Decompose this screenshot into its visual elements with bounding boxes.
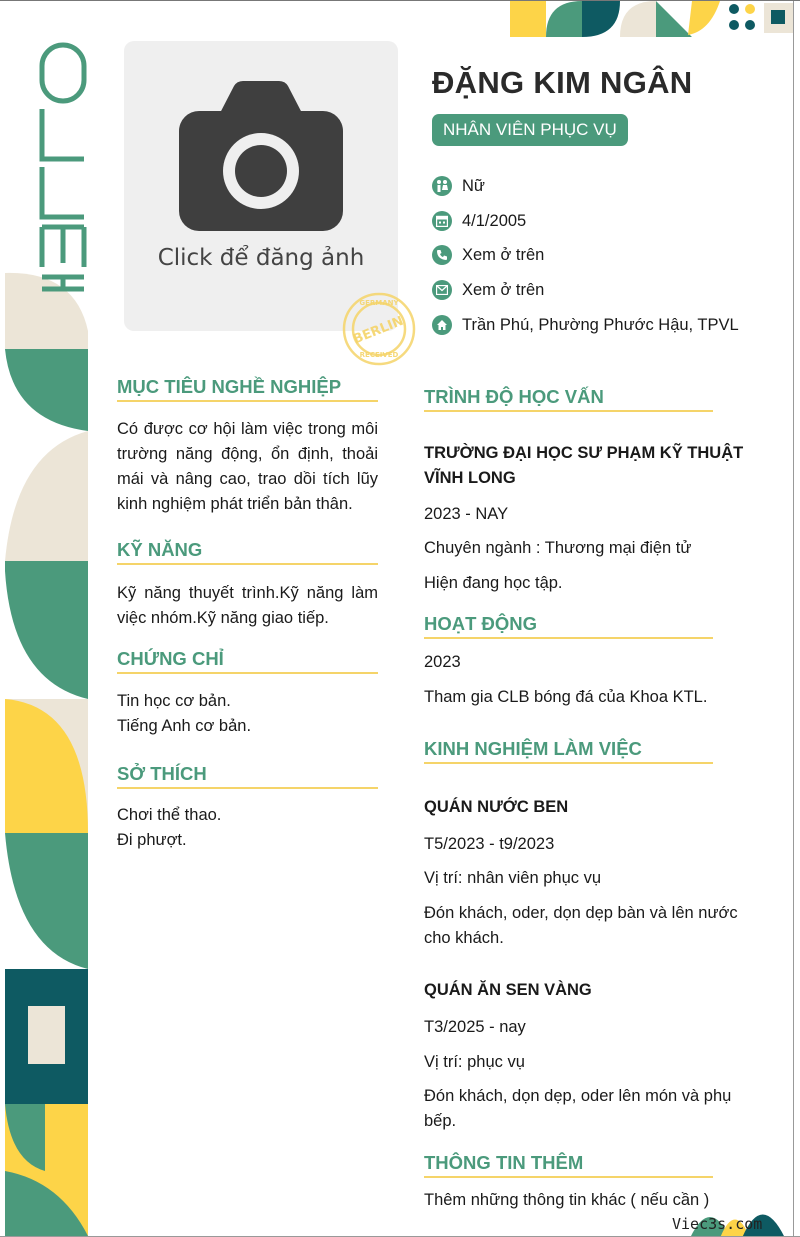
berlin-stamp xyxy=(340,287,418,375)
home-icon xyxy=(432,315,452,335)
hobby-item: Chơi thể thao. xyxy=(117,806,222,824)
skills-underline xyxy=(117,563,378,565)
education-title: TRÌNH ĐỘ HỌC VẤN xyxy=(424,386,604,407)
activities-title: HOẠT ĐỘNG xyxy=(424,613,538,634)
contact-gender-value: Nữ xyxy=(462,176,485,195)
page-right-border xyxy=(793,1,794,1237)
contact-address-value: Trần Phú, Phường Phước Hậu, TPVL xyxy=(462,315,739,334)
candidate-name: ĐẶNG KIM NGÂN xyxy=(432,65,693,100)
job-company: QUÁN NƯỚC BEN xyxy=(424,798,569,816)
education-period: 2023 - NAY xyxy=(424,505,509,523)
stamp-bottom-text: RECEIVED xyxy=(359,351,399,359)
job-company: QUÁN ĂN SEN VÀNG xyxy=(424,981,592,999)
education-status: Hiện đang học tập. xyxy=(424,574,563,592)
contact-gender xyxy=(432,176,485,196)
hello-vertical-text xyxy=(38,41,88,293)
contact-birthday-value: 4/1/2005 xyxy=(462,211,527,230)
certificates-title: CHỨNG CHỈ xyxy=(117,648,224,669)
job-desc: Đón khách, oder, dọn dẹp bàn và lên nước cho khách. xyxy=(424,904,738,947)
camera-icon xyxy=(179,81,343,231)
hobbies-title: SỞ THÍCH xyxy=(117,763,207,784)
activity-year: 2023 xyxy=(424,653,461,671)
job-desc: Đón khách, dọn dẹp, oder lên món và phụ bếp. xyxy=(424,1087,732,1130)
objective-underline xyxy=(117,400,378,402)
experience-underline xyxy=(424,762,713,764)
job-period: T3/2025 - nay xyxy=(424,1018,526,1036)
job-title-badge: NHÂN VIÊN PHỤC VỤ xyxy=(432,114,628,146)
contact-birthday xyxy=(432,211,526,231)
phone-icon xyxy=(432,245,452,265)
top-decoration xyxy=(510,1,794,37)
contact-phone xyxy=(432,245,544,265)
skills-text: Kỹ năng thuyết trình.Kỹ năng làm việc nhóm.Kỹ năng giao tiếp. xyxy=(117,584,378,627)
contact-email-value: Xem ở trên xyxy=(462,280,545,299)
skills-title: KỸ NĂNG xyxy=(117,539,203,560)
education-school: TRƯỜNG ĐẠI HỌC SƯ PHẠM KỸ THUẬT VĨNH LONG xyxy=(424,444,744,487)
job-position: Vị trí: phục vụ xyxy=(424,1053,525,1071)
job-period: T5/2023 - t9/2023 xyxy=(424,835,555,853)
contact-address xyxy=(432,315,739,335)
hobbies-underline xyxy=(117,787,378,789)
stamp-mid-text: BERLIN xyxy=(351,313,406,348)
job-position: Vị trí: nhân viên phục vụ xyxy=(424,869,602,887)
photo-upload-label: Click để đăng ảnh xyxy=(157,245,365,271)
education-major: Chuyên ngành : Thương mại điện tử xyxy=(424,539,692,557)
education-underline xyxy=(424,410,713,412)
email-icon xyxy=(432,280,452,300)
objective-title: MỤC TIÊU NGHỀ NGHIỆP xyxy=(117,376,342,397)
extra-title: THÔNG TIN THÊM xyxy=(424,1152,584,1173)
contact-phone-value: Xem ở trên xyxy=(462,245,545,264)
extra-underline xyxy=(424,1176,713,1178)
watermark: Viec3s.com xyxy=(672,1215,763,1233)
gender-icon xyxy=(432,176,452,196)
experience-title: KINH NGHIỆM LÀM VIỆC xyxy=(424,738,642,759)
certificates-underline xyxy=(117,672,378,674)
activities-underline xyxy=(424,637,713,639)
contact-email xyxy=(432,280,544,300)
activity-desc: Tham gia CLB bóng đá của Khoa KTL. xyxy=(424,688,708,706)
extra-text: Thêm những thông tin khác ( nếu cần ) xyxy=(424,1191,710,1209)
certificate-item: Tin học cơ bản. xyxy=(117,692,231,710)
hobby-item: Đi phượt. xyxy=(117,831,187,849)
objective-text: Có được cơ hội làm việc trong môi trường năng động, ổn định, thoải mái và nâng cao, trao dồi tích lũy kinh nghiệm phát triển bản thân. xyxy=(117,420,378,513)
calendar-icon xyxy=(432,211,452,231)
stamp-top-text: GERMANY xyxy=(359,299,399,307)
certificate-item: Tiếng Anh cơ bản. xyxy=(117,717,252,735)
